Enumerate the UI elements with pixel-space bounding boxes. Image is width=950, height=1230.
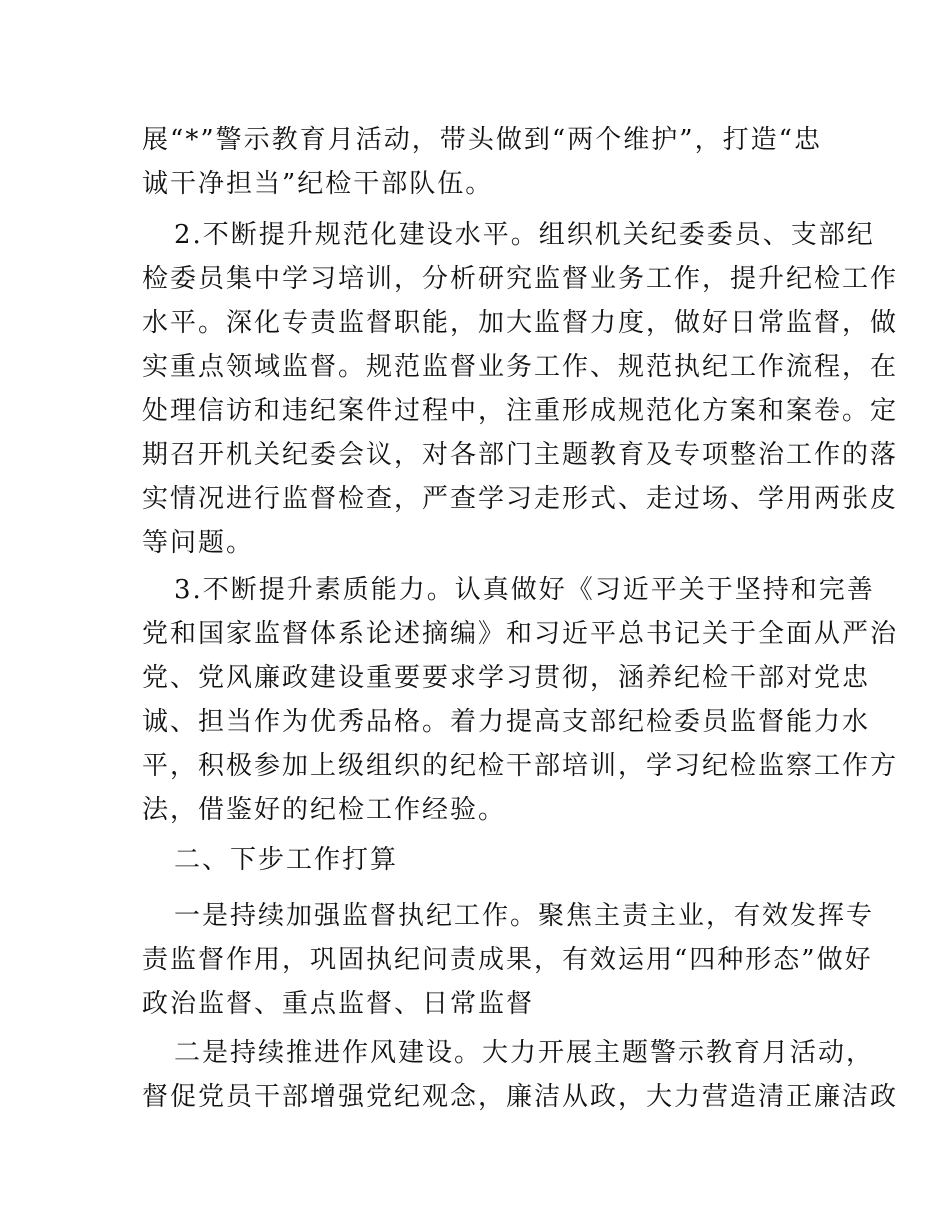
paragraph-5	[142, 1031, 899, 1119]
text-line: 实情况进行监督检查，严查学习走形式、走过场、学用两张皮	[142, 484, 899, 514]
text-line: 一是持续加强监督执纪工作。聚焦主责主业，有效发挥专	[174, 901, 875, 931]
text-line: 展“*”警示教育月活动，带头做到“两个维护”，打造“忠	[142, 125, 822, 155]
text-line: 2.不断提升规范化建设水平。组织机关纪委委员、支部纪	[174, 220, 875, 250]
text-line: 法，借鉴好的纪检工作经验。	[142, 795, 507, 825]
text-line: 等问题。	[142, 528, 255, 558]
text-line: 二是持续推进作风建设。大力开展主题警示教育月活动，	[174, 1038, 875, 1068]
paragraph-continuation	[142, 118, 822, 206]
paragraph-2	[142, 213, 899, 565]
text-line: 责监督作用，巩固执纪问责成果，有效运用“四种形态”做好	[142, 945, 873, 975]
text-line: 期召开机关纪委会议，对各部门主题教育及专项整治工作的落	[142, 440, 899, 470]
text-line: 实重点领域监督。规范监督业务工作、规范执纪工作流程，在	[142, 352, 899, 382]
text-line: 平，积极参加上级组织的纪检干部培训，学习纪检监察工作方	[142, 751, 899, 781]
text-line: 处理信访和违纪案件过程中，注重形成规范化方案和案卷。定	[142, 396, 899, 426]
text-line: 3.不断提升素质能力。认真做好《习近平关于坚持和完善	[174, 575, 875, 605]
text-line: 督促党员干部增强党纪观念，廉洁从政，大力营造清正廉洁政	[142, 1082, 899, 1112]
section-heading	[142, 838, 822, 882]
paragraph-4	[142, 894, 875, 1026]
text-line: 诚、担当作为优秀品格。着力提高支部纪检委员监督能力水	[142, 707, 871, 737]
text-line: 党和国家监督体系论述摘编》和习近平总书记关于全面从严治	[142, 619, 899, 649]
heading-text: 二、下步工作打算	[174, 845, 399, 875]
paragraph-3	[142, 568, 899, 832]
text-line: 诚干净担当”纪检干部队伍。	[142, 169, 494, 199]
text-line: 党、党风廉政建设重要要求学习贯彻，涵养纪检干部对党忠	[142, 663, 871, 693]
text-line: 水平。深化专责监督职能，加大监督力度，做好日常监督，做	[142, 308, 899, 338]
text-line: 检委员集中学习培训，分析研究监督业务工作，提升纪检工作	[142, 264, 899, 294]
text-line: 政治监督、重点监督、日常监督	[142, 989, 535, 1019]
